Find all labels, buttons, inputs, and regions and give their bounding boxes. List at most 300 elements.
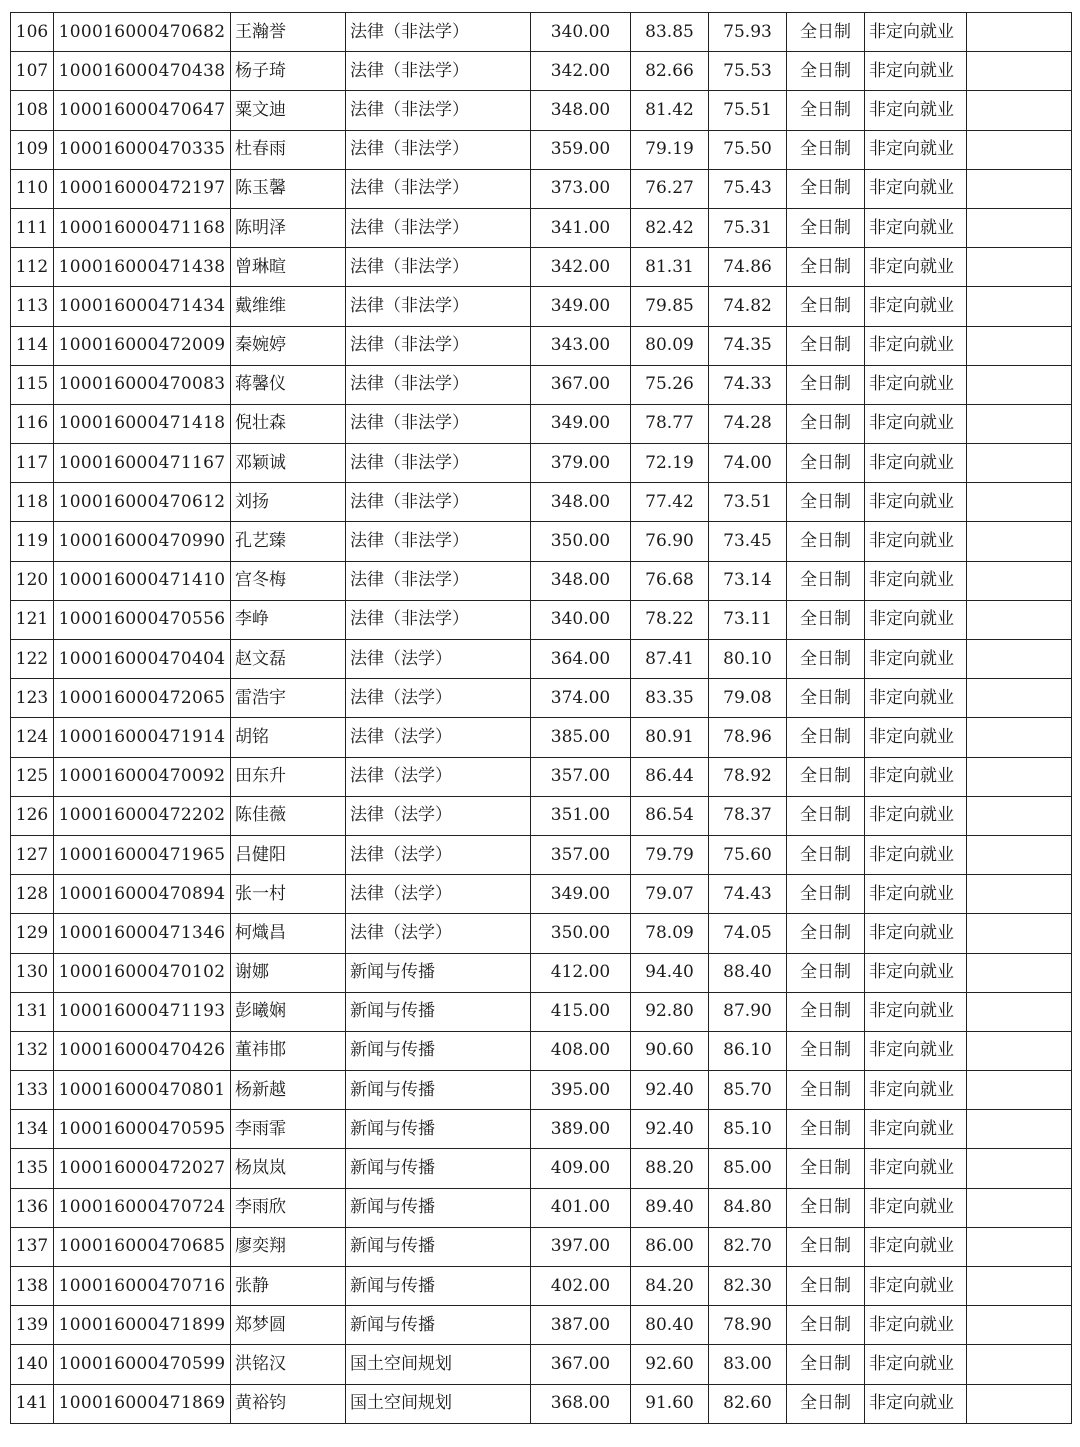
employment-type-cell: 非定向就业 — [865, 796, 967, 835]
major-cell: 新闻与传播 — [346, 992, 531, 1031]
candidate-id-cell: 100016000470083 — [54, 365, 231, 404]
candidate-name-cell: 戴维维 — [231, 287, 346, 326]
initial-score-cell: 359.00 — [531, 130, 631, 169]
note-cell — [967, 1188, 1072, 1227]
total-score-cell: 74.43 — [709, 875, 787, 914]
major-cell: 法律（法学） — [346, 875, 531, 914]
note-cell — [967, 914, 1072, 953]
row-number-cell: 125 — [11, 757, 54, 796]
study-mode-cell: 全日制 — [787, 1188, 865, 1227]
candidate-id-cell: 100016000470990 — [54, 522, 231, 561]
table-row — [11, 169, 1072, 208]
study-mode-cell: 全日制 — [787, 522, 865, 561]
candidate-name-cell: 吕健阳 — [231, 835, 346, 874]
study-mode-cell: 全日制 — [787, 796, 865, 835]
table-row — [11, 953, 1072, 992]
total-score-cell: 75.50 — [709, 130, 787, 169]
study-mode-cell: 全日制 — [787, 13, 865, 52]
major-cell: 国土空间规划 — [346, 1345, 531, 1384]
major-cell: 法律（非法学） — [346, 483, 531, 522]
candidate-name-cell: 雷浩宇 — [231, 679, 346, 718]
employment-type-cell: 非定向就业 — [865, 1031, 967, 1070]
candidate-id-cell: 100016000471899 — [54, 1306, 231, 1345]
candidate-name-cell: 杨岚岚 — [231, 1149, 346, 1188]
employment-type-cell: 非定向就业 — [865, 130, 967, 169]
retest-score-cell: 78.09 — [631, 914, 709, 953]
initial-score-cell: 395.00 — [531, 1071, 631, 1110]
study-mode-cell: 全日制 — [787, 483, 865, 522]
table-row — [11, 914, 1072, 953]
initial-score-cell: 402.00 — [531, 1267, 631, 1306]
candidate-id-cell: 100016000471434 — [54, 287, 231, 326]
employment-type-cell: 非定向就业 — [865, 52, 967, 91]
note-cell — [967, 169, 1072, 208]
table-row — [11, 91, 1072, 130]
major-cell: 法律（非法学） — [346, 52, 531, 91]
major-cell: 法律（法学） — [346, 679, 531, 718]
note-cell — [967, 757, 1072, 796]
candidate-name-cell: 陈佳薇 — [231, 796, 346, 835]
major-cell: 法律（非法学） — [346, 522, 531, 561]
note-cell — [967, 953, 1072, 992]
total-score-cell: 74.28 — [709, 404, 787, 443]
initial-score-cell: 373.00 — [531, 169, 631, 208]
total-score-cell: 88.40 — [709, 953, 787, 992]
retest-score-cell: 90.60 — [631, 1031, 709, 1070]
row-number-cell: 134 — [11, 1110, 54, 1149]
initial-score-cell: 350.00 — [531, 522, 631, 561]
employment-type-cell: 非定向就业 — [865, 169, 967, 208]
candidate-id-cell: 100016000470595 — [54, 1110, 231, 1149]
candidate-id-cell: 100016000472065 — [54, 679, 231, 718]
note-cell — [967, 365, 1072, 404]
major-cell: 法律（法学） — [346, 640, 531, 679]
note-cell — [967, 326, 1072, 365]
candidate-id-cell: 100016000470335 — [54, 130, 231, 169]
employment-type-cell: 非定向就业 — [865, 248, 967, 287]
employment-type-cell: 非定向就业 — [865, 1345, 967, 1384]
employment-type-cell: 非定向就业 — [865, 914, 967, 953]
candidate-name-cell: 郑梦圆 — [231, 1306, 346, 1345]
note-cell — [967, 522, 1072, 561]
table-row — [11, 52, 1072, 91]
row-number-cell: 113 — [11, 287, 54, 326]
candidate-id-cell: 100016000470612 — [54, 483, 231, 522]
study-mode-cell: 全日制 — [787, 1031, 865, 1070]
initial-score-cell: 340.00 — [531, 13, 631, 52]
row-number-cell: 132 — [11, 1031, 54, 1070]
initial-score-cell: 348.00 — [531, 561, 631, 600]
candidate-name-cell: 杜春雨 — [231, 130, 346, 169]
candidate-name-cell: 李峥 — [231, 600, 346, 639]
candidate-name-cell: 田东升 — [231, 757, 346, 796]
retest-score-cell: 83.35 — [631, 679, 709, 718]
initial-score-cell: 374.00 — [531, 679, 631, 718]
candidate-id-cell: 100016000470556 — [54, 600, 231, 639]
employment-type-cell: 非定向就业 — [865, 1149, 967, 1188]
row-number-cell: 111 — [11, 208, 54, 247]
total-score-cell: 80.10 — [709, 640, 787, 679]
table-row — [11, 1188, 1072, 1227]
employment-type-cell: 非定向就业 — [865, 365, 967, 404]
table-row — [11, 130, 1072, 169]
employment-type-cell: 非定向就业 — [865, 600, 967, 639]
table-row — [11, 718, 1072, 757]
candidate-id-cell: 100016000470647 — [54, 91, 231, 130]
candidate-name-cell: 秦婉婷 — [231, 326, 346, 365]
initial-score-cell: 349.00 — [531, 287, 631, 326]
candidate-name-cell: 董祎邯 — [231, 1031, 346, 1070]
table-row — [11, 208, 1072, 247]
retest-score-cell: 86.00 — [631, 1227, 709, 1266]
table-row — [11, 248, 1072, 287]
candidate-name-cell: 李雨欣 — [231, 1188, 346, 1227]
employment-type-cell: 非定向就业 — [865, 992, 967, 1031]
table-row — [11, 640, 1072, 679]
row-number-cell: 120 — [11, 561, 54, 600]
total-score-cell: 74.05 — [709, 914, 787, 953]
note-cell — [967, 1267, 1072, 1306]
initial-score-cell: 367.00 — [531, 1345, 631, 1384]
total-score-cell: 85.10 — [709, 1110, 787, 1149]
row-number-cell: 107 — [11, 52, 54, 91]
candidate-name-cell: 张一村 — [231, 875, 346, 914]
retest-score-cell: 87.41 — [631, 640, 709, 679]
major-cell: 法律（非法学） — [346, 365, 531, 404]
table-row — [11, 13, 1072, 52]
study-mode-cell: 全日制 — [787, 248, 865, 287]
study-mode-cell: 全日制 — [787, 169, 865, 208]
study-mode-cell: 全日制 — [787, 992, 865, 1031]
study-mode-cell: 全日制 — [787, 1384, 865, 1423]
candidate-name-cell: 洪铭汉 — [231, 1345, 346, 1384]
retest-score-cell: 75.26 — [631, 365, 709, 404]
major-cell: 新闻与传播 — [346, 953, 531, 992]
table-row — [11, 326, 1072, 365]
candidate-name-cell: 宫冬梅 — [231, 561, 346, 600]
candidate-id-cell: 100016000472202 — [54, 796, 231, 835]
major-cell: 新闻与传播 — [346, 1188, 531, 1227]
admission-results-table — [10, 12, 1072, 1424]
study-mode-cell: 全日制 — [787, 1071, 865, 1110]
retest-score-cell: 92.60 — [631, 1345, 709, 1384]
total-score-cell: 78.96 — [709, 718, 787, 757]
retest-score-cell: 80.40 — [631, 1306, 709, 1345]
employment-type-cell: 非定向就业 — [865, 679, 967, 718]
employment-type-cell: 非定向就业 — [865, 1071, 967, 1110]
study-mode-cell: 全日制 — [787, 404, 865, 443]
major-cell: 新闻与传播 — [346, 1031, 531, 1070]
study-mode-cell: 全日制 — [787, 1110, 865, 1149]
initial-score-cell: 348.00 — [531, 483, 631, 522]
candidate-name-cell: 李雨霏 — [231, 1110, 346, 1149]
candidate-id-cell: 100016000470801 — [54, 1071, 231, 1110]
study-mode-cell: 全日制 — [787, 561, 865, 600]
major-cell: 法律（法学） — [346, 914, 531, 953]
study-mode-cell: 全日制 — [787, 1149, 865, 1188]
major-cell: 法律（非法学） — [346, 404, 531, 443]
table-row — [11, 522, 1072, 561]
initial-score-cell: 341.00 — [531, 208, 631, 247]
major-cell: 法律（非法学） — [346, 169, 531, 208]
initial-score-cell: 349.00 — [531, 404, 631, 443]
initial-score-cell: 357.00 — [531, 757, 631, 796]
initial-score-cell: 385.00 — [531, 718, 631, 757]
employment-type-cell: 非定向就业 — [865, 835, 967, 874]
note-cell — [967, 52, 1072, 91]
row-number-cell: 115 — [11, 365, 54, 404]
row-number-cell: 118 — [11, 483, 54, 522]
employment-type-cell: 非定向就业 — [865, 1384, 967, 1423]
table-row — [11, 1031, 1072, 1070]
candidate-name-cell: 陈明泽 — [231, 208, 346, 247]
study-mode-cell: 全日制 — [787, 326, 865, 365]
employment-type-cell: 非定向就业 — [865, 522, 967, 561]
note-cell — [967, 992, 1072, 1031]
study-mode-cell: 全日制 — [787, 875, 865, 914]
note-cell — [967, 1306, 1072, 1345]
total-score-cell: 73.45 — [709, 522, 787, 561]
retest-score-cell: 77.42 — [631, 483, 709, 522]
study-mode-cell: 全日制 — [787, 208, 865, 247]
row-number-cell: 138 — [11, 1267, 54, 1306]
retest-score-cell: 76.27 — [631, 169, 709, 208]
initial-score-cell: 342.00 — [531, 52, 631, 91]
major-cell: 法律（法学） — [346, 757, 531, 796]
candidate-id-cell: 100016000471168 — [54, 208, 231, 247]
retest-score-cell: 80.91 — [631, 718, 709, 757]
study-mode-cell: 全日制 — [787, 91, 865, 130]
row-number-cell: 117 — [11, 444, 54, 483]
retest-score-cell: 92.40 — [631, 1071, 709, 1110]
study-mode-cell: 全日制 — [787, 600, 865, 639]
major-cell: 新闻与传播 — [346, 1227, 531, 1266]
candidate-name-cell: 蒋馨仪 — [231, 365, 346, 404]
study-mode-cell: 全日制 — [787, 679, 865, 718]
total-score-cell: 86.10 — [709, 1031, 787, 1070]
candidate-id-cell: 100016000470404 — [54, 640, 231, 679]
employment-type-cell: 非定向就业 — [865, 1267, 967, 1306]
initial-score-cell: 340.00 — [531, 600, 631, 639]
note-cell — [967, 208, 1072, 247]
initial-score-cell: 415.00 — [531, 992, 631, 1031]
candidate-id-cell: 100016000470599 — [54, 1345, 231, 1384]
total-score-cell: 82.30 — [709, 1267, 787, 1306]
candidate-id-cell: 100016000472027 — [54, 1149, 231, 1188]
table-row — [11, 1149, 1072, 1188]
retest-score-cell: 82.66 — [631, 52, 709, 91]
row-number-cell: 114 — [11, 326, 54, 365]
retest-score-cell: 79.79 — [631, 835, 709, 874]
employment-type-cell: 非定向就业 — [865, 1110, 967, 1149]
total-score-cell: 74.82 — [709, 287, 787, 326]
table-row — [11, 1267, 1072, 1306]
candidate-name-cell: 黄裕钧 — [231, 1384, 346, 1423]
table-row — [11, 1306, 1072, 1345]
employment-type-cell: 非定向就业 — [865, 13, 967, 52]
study-mode-cell: 全日制 — [787, 1345, 865, 1384]
study-mode-cell: 全日制 — [787, 718, 865, 757]
total-score-cell: 87.90 — [709, 992, 787, 1031]
retest-score-cell: 80.09 — [631, 326, 709, 365]
total-score-cell: 73.51 — [709, 483, 787, 522]
total-score-cell: 85.00 — [709, 1149, 787, 1188]
major-cell: 新闻与传播 — [346, 1071, 531, 1110]
row-number-cell: 121 — [11, 600, 54, 639]
retest-score-cell: 79.85 — [631, 287, 709, 326]
employment-type-cell: 非定向就业 — [865, 640, 967, 679]
total-score-cell: 75.53 — [709, 52, 787, 91]
note-cell — [967, 875, 1072, 914]
retest-score-cell: 72.19 — [631, 444, 709, 483]
retest-score-cell: 79.19 — [631, 130, 709, 169]
employment-type-cell: 非定向就业 — [865, 953, 967, 992]
total-score-cell: 73.14 — [709, 561, 787, 600]
note-cell — [967, 1071, 1072, 1110]
initial-score-cell: 389.00 — [531, 1110, 631, 1149]
candidate-name-cell: 王瀚誉 — [231, 13, 346, 52]
row-number-cell: 128 — [11, 875, 54, 914]
retest-score-cell: 91.60 — [631, 1384, 709, 1423]
candidate-id-cell: 100016000470894 — [54, 875, 231, 914]
study-mode-cell: 全日制 — [787, 914, 865, 953]
major-cell: 法律（非法学） — [346, 248, 531, 287]
table-row — [11, 992, 1072, 1031]
retest-score-cell: 78.77 — [631, 404, 709, 443]
table-row — [11, 1071, 1072, 1110]
employment-type-cell: 非定向就业 — [865, 483, 967, 522]
candidate-id-cell: 100016000470724 — [54, 1188, 231, 1227]
major-cell: 法律（非法学） — [346, 130, 531, 169]
total-score-cell: 79.08 — [709, 679, 787, 718]
candidate-name-cell: 粟文迪 — [231, 91, 346, 130]
employment-type-cell: 非定向就业 — [865, 1227, 967, 1266]
note-cell — [967, 600, 1072, 639]
total-score-cell: 75.43 — [709, 169, 787, 208]
retest-score-cell: 89.40 — [631, 1188, 709, 1227]
employment-type-cell: 非定向就业 — [865, 287, 967, 326]
retest-score-cell: 78.22 — [631, 600, 709, 639]
study-mode-cell: 全日制 — [787, 953, 865, 992]
initial-score-cell: 408.00 — [531, 1031, 631, 1070]
note-cell — [967, 130, 1072, 169]
candidate-id-cell: 100016000471965 — [54, 835, 231, 874]
initial-score-cell: 367.00 — [531, 365, 631, 404]
row-number-cell: 131 — [11, 992, 54, 1031]
candidate-name-cell: 孔艺臻 — [231, 522, 346, 561]
row-number-cell: 127 — [11, 835, 54, 874]
candidate-id-cell: 100016000471438 — [54, 248, 231, 287]
candidate-id-cell: 100016000470682 — [54, 13, 231, 52]
study-mode-cell: 全日制 — [787, 444, 865, 483]
employment-type-cell: 非定向就业 — [865, 326, 967, 365]
major-cell: 新闻与传播 — [346, 1267, 531, 1306]
retest-score-cell: 92.80 — [631, 992, 709, 1031]
row-number-cell: 133 — [11, 1071, 54, 1110]
retest-score-cell: 81.31 — [631, 248, 709, 287]
candidate-id-cell: 100016000471193 — [54, 992, 231, 1031]
major-cell: 法律（非法学） — [346, 287, 531, 326]
table-body — [11, 13, 1072, 1424]
initial-score-cell: 412.00 — [531, 953, 631, 992]
retest-score-cell: 82.42 — [631, 208, 709, 247]
total-score-cell: 74.86 — [709, 248, 787, 287]
note-cell — [967, 679, 1072, 718]
total-score-cell: 82.60 — [709, 1384, 787, 1423]
candidate-name-cell: 曾琳暄 — [231, 248, 346, 287]
candidate-name-cell: 杨新越 — [231, 1071, 346, 1110]
total-score-cell: 75.31 — [709, 208, 787, 247]
table-row — [11, 796, 1072, 835]
table-row — [11, 1227, 1072, 1266]
note-cell — [967, 287, 1072, 326]
table-row — [11, 561, 1072, 600]
retest-score-cell: 81.42 — [631, 91, 709, 130]
candidate-id-cell: 100016000471914 — [54, 718, 231, 757]
table-row — [11, 757, 1072, 796]
note-cell — [967, 1384, 1072, 1423]
candidate-id-cell: 100016000470685 — [54, 1227, 231, 1266]
employment-type-cell: 非定向就业 — [865, 1188, 967, 1227]
major-cell: 法律（非法学） — [346, 600, 531, 639]
study-mode-cell: 全日制 — [787, 757, 865, 796]
major-cell: 国土空间规划 — [346, 1384, 531, 1423]
initial-score-cell: 368.00 — [531, 1384, 631, 1423]
note-cell — [967, 13, 1072, 52]
major-cell: 新闻与传播 — [346, 1149, 531, 1188]
note-cell — [967, 1149, 1072, 1188]
candidate-name-cell: 彭曦娴 — [231, 992, 346, 1031]
initial-score-cell: 357.00 — [531, 835, 631, 874]
note-cell — [967, 796, 1072, 835]
major-cell: 新闻与传播 — [346, 1110, 531, 1149]
retest-score-cell: 88.20 — [631, 1149, 709, 1188]
major-cell: 法律（非法学） — [346, 13, 531, 52]
employment-type-cell: 非定向就业 — [865, 404, 967, 443]
row-number-cell: 123 — [11, 679, 54, 718]
major-cell: 法律（法学） — [346, 796, 531, 835]
initial-score-cell: 348.00 — [531, 91, 631, 130]
table-row — [11, 483, 1072, 522]
major-cell: 法律（非法学） — [346, 91, 531, 130]
table-row — [11, 679, 1072, 718]
retest-score-cell: 76.68 — [631, 561, 709, 600]
major-cell: 新闻与传播 — [346, 1306, 531, 1345]
study-mode-cell: 全日制 — [787, 52, 865, 91]
candidate-name-cell: 胡铭 — [231, 718, 346, 757]
candidate-name-cell: 赵文磊 — [231, 640, 346, 679]
employment-type-cell: 非定向就业 — [865, 718, 967, 757]
retest-score-cell: 94.40 — [631, 953, 709, 992]
initial-score-cell: 342.00 — [531, 248, 631, 287]
study-mode-cell: 全日制 — [787, 835, 865, 874]
candidate-id-cell: 100016000471346 — [54, 914, 231, 953]
total-score-cell: 75.93 — [709, 13, 787, 52]
candidate-id-cell: 100016000470092 — [54, 757, 231, 796]
initial-score-cell: 351.00 — [531, 796, 631, 835]
note-cell — [967, 1227, 1072, 1266]
row-number-cell: 130 — [11, 953, 54, 992]
initial-score-cell: 379.00 — [531, 444, 631, 483]
row-number-cell: 119 — [11, 522, 54, 561]
row-number-cell: 116 — [11, 404, 54, 443]
total-score-cell: 85.70 — [709, 1071, 787, 1110]
note-cell — [967, 718, 1072, 757]
total-score-cell: 78.37 — [709, 796, 787, 835]
employment-type-cell: 非定向就业 — [865, 208, 967, 247]
note-cell — [967, 835, 1072, 874]
total-score-cell: 74.33 — [709, 365, 787, 404]
